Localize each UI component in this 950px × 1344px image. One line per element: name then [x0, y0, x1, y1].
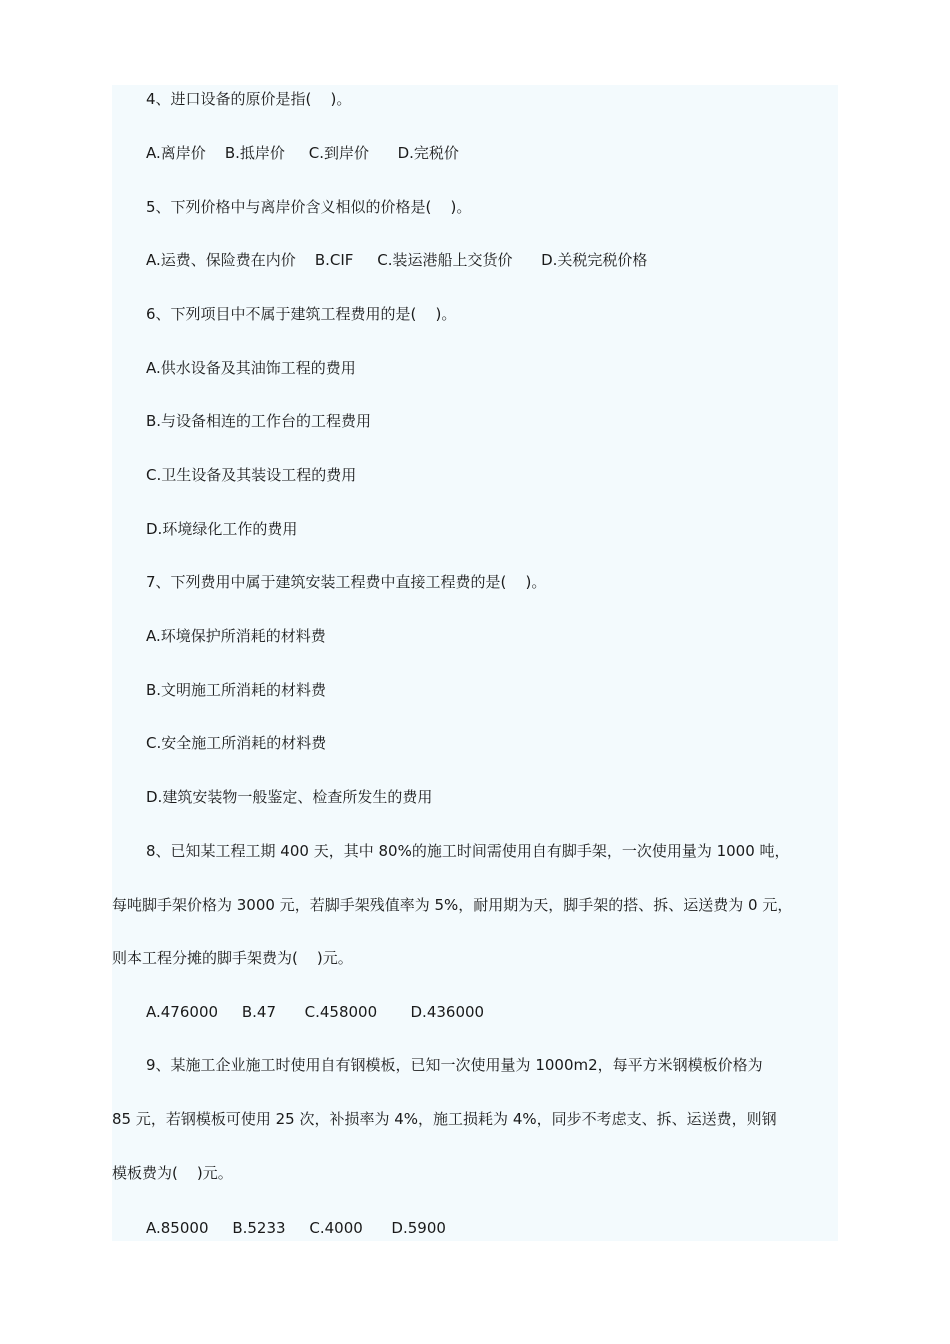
- question-7-option-a: A.环境保护所消耗的材料费: [146, 627, 326, 645]
- question-8-options: A.476000 B.47 C.458000 D.436000: [146, 1003, 485, 1021]
- question-9-line-2: 85 元，若钢模板可使用 25 次，补损率为 4%，施工损耗为 4%，同步不考虑支、拆、运送费，则钢: [112, 1110, 777, 1128]
- question-7-option-b: B.文明施工所消耗的材料费: [146, 681, 327, 699]
- question-5: 5、下列价格中与离岸价含义相似的价格是( )。: [146, 198, 472, 216]
- question-9-line-1: 9、某施工企业施工时使用自有钢模板，已知一次使用量为 1000m2，每平方米钢模板价格为: [146, 1056, 763, 1074]
- question-4: 4、进口设备的原价是指( )。: [146, 90, 352, 108]
- question-8-line-1: 8、已知某工程工期 400 天，其中 80%的施工时间需使用自有脚手架，一次使用量为 1000 吨，: [146, 842, 790, 860]
- question-5-options: A.运费、保险费在内价 B.CIF C.装运港船上交货价 D.关税完税价格: [146, 251, 648, 269]
- question-7-option-d: D.建筑安装物一般鉴定、检查所发生的费用: [146, 788, 433, 806]
- question-7-option-c: C.安全施工所消耗的材料费: [146, 734, 327, 752]
- question-6-option-a: A.供水设备及其油饰工程的费用: [146, 359, 356, 377]
- question-9-line-3: 模板费为( )元。: [112, 1164, 233, 1182]
- question-4-options: A.离岸价 B.抵岸价 C.到岸价 D.完税价: [146, 144, 459, 162]
- question-8-line-2: 每吨脚手架价格为 3000 元，若脚手架残值率为 5%，耐用期为天，脚手架的搭、拆、运送费为 0 元，: [112, 896, 793, 914]
- question-6: 6、下列项目中不属于建筑工程费用的是( )。: [146, 305, 457, 323]
- question-6-option-c: C.卫生设备及其装设工程的费用: [146, 466, 357, 484]
- question-6-option-d: D.环境绿化工作的费用: [146, 520, 298, 538]
- question-8-line-3: 则本工程分摊的脚手架费为( )元。: [112, 949, 353, 967]
- question-6-option-b: B.与设备相连的工作台的工程费用: [146, 412, 372, 430]
- question-9-options: A.85000 B.5233 C.4000 D.5900: [146, 1219, 446, 1237]
- question-7: 7、下列费用中属于建筑安装工程费中直接工程费的是( )。: [146, 573, 547, 591]
